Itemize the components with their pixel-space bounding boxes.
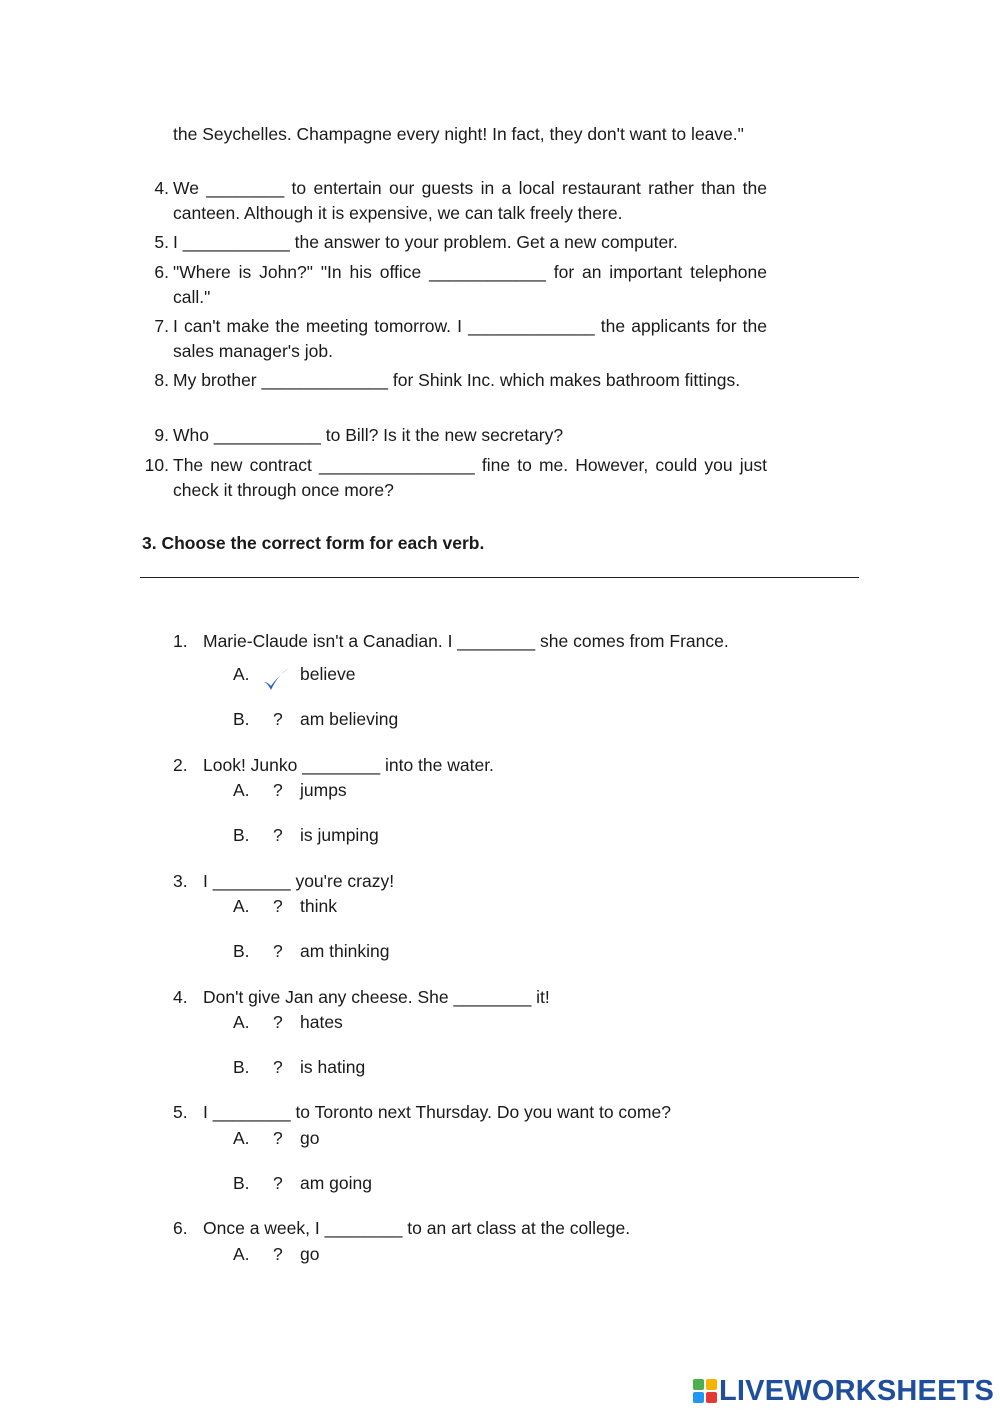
question	[173, 629, 729, 654]
item-text: Who	[173, 425, 214, 445]
continuation-text: the Seychelles. Champagne every night! In fact, they don't want to leave."	[173, 124, 744, 144]
option-letter: B.	[233, 709, 250, 729]
option-mark[interactable]: ?	[273, 1128, 283, 1148]
answer-option[interactable]	[233, 707, 398, 732]
option-letter: A.	[233, 780, 250, 800]
item-number: 10.	[144, 455, 169, 475]
option-text: am going	[300, 1173, 372, 1193]
option-mark[interactable]: ?	[273, 1012, 283, 1032]
question-number: 2.	[173, 755, 188, 775]
item-number: 9.	[154, 425, 169, 445]
item-text: for an important telephone call."	[173, 262, 767, 307]
answer-option[interactable]	[233, 823, 379, 848]
answer-blank[interactable]: ________________	[318, 455, 475, 475]
option-letter: A.	[233, 1244, 250, 1264]
answer-option[interactable]	[233, 1010, 343, 1035]
option-letter: B.	[233, 1057, 250, 1077]
question	[173, 869, 394, 894]
fill-item	[140, 230, 767, 255]
option-mark[interactable]: ?	[273, 1057, 283, 1077]
option-letter: A.	[233, 1012, 250, 1032]
question	[173, 1100, 671, 1125]
item-text: I can't make the meeting tomorrow. I	[173, 316, 469, 336]
question-text: I ________ you're crazy!	[203, 871, 395, 891]
option-mark[interactable]: ?	[273, 825, 283, 845]
option-letter: A.	[233, 896, 250, 916]
option-letter: A.	[233, 1128, 250, 1148]
answer-option[interactable]	[233, 1055, 365, 1080]
item-text: I	[173, 232, 183, 252]
option-text: hates	[300, 1012, 343, 1032]
option-text: believe	[300, 664, 356, 684]
option-text: is hating	[300, 1057, 366, 1077]
fill-item	[140, 314, 767, 363]
question	[173, 1216, 630, 1241]
answer-blank[interactable]: _____________	[261, 370, 389, 390]
question-number: 6.	[173, 1218, 188, 1238]
answer-blank[interactable]: ___________	[213, 425, 321, 445]
answer-option[interactable]	[233, 778, 347, 803]
option-mark[interactable]: ?	[273, 941, 283, 961]
item-text: for Shink Inc. which makes bathroom fittings.	[388, 370, 741, 390]
fill-item	[140, 453, 767, 502]
item-number: 7.	[154, 316, 169, 336]
divider	[140, 577, 859, 578]
answer-option[interactable]	[233, 894, 337, 919]
question-number: 3.	[173, 871, 188, 891]
item-text: The new contract	[173, 455, 319, 475]
option-letter: B.	[233, 1173, 250, 1193]
option-text: am believing	[300, 709, 399, 729]
fill-item	[140, 423, 767, 448]
question-text: Look! Junko ________ into the water.	[203, 755, 494, 775]
option-text: am thinking	[300, 941, 390, 961]
item-number: 4.	[154, 178, 169, 198]
logo-grid-icon	[693, 1379, 717, 1403]
option-mark[interactable]: ?	[273, 896, 283, 916]
question-text: Marie-Claude isn't a Canadian. I ________ she comes from France.	[203, 631, 729, 651]
answer-option[interactable]	[233, 939, 390, 964]
item-text: the applicants for the sales manager's job.	[173, 316, 767, 361]
item-text: My brother	[173, 370, 262, 390]
item-text: fine to me. However, could you just check it through once more?	[173, 455, 767, 500]
item-number: 8.	[154, 370, 169, 390]
option-mark[interactable]: ?	[273, 780, 283, 800]
question-number: 5.	[173, 1102, 188, 1122]
logo-text: LIVEWORKSHEETS	[719, 1375, 995, 1407]
item-text: We	[173, 178, 207, 198]
item-text: "Where is John?" "In his office	[173, 262, 430, 282]
answer-blank[interactable]: ________	[206, 178, 285, 198]
answer-option[interactable]	[233, 1171, 372, 1196]
question	[173, 985, 550, 1010]
item-text: to Bill? Is it the new secretary?	[320, 425, 564, 445]
question	[173, 753, 494, 778]
option-mark[interactable]: ?	[273, 709, 283, 729]
option-text: go	[300, 1128, 320, 1148]
option-text: jumps	[300, 780, 347, 800]
question-number: 1.	[173, 631, 188, 651]
answer-option[interactable]	[233, 662, 355, 687]
fill-item	[140, 260, 767, 309]
option-mark[interactable]: ?	[273, 1244, 283, 1264]
option-text: think	[300, 896, 337, 916]
answer-option[interactable]	[233, 1242, 319, 1267]
option-text: go	[300, 1244, 320, 1264]
question-number: 4.	[173, 987, 188, 1007]
question-text: Once a week, I ________ to an art class at the college.	[203, 1218, 631, 1238]
answer-blank[interactable]: ____________	[429, 262, 546, 282]
option-mark[interactable]: ?	[273, 1173, 283, 1193]
answer-blank[interactable]: _____________	[468, 316, 595, 336]
item-text: to entertain our guests in a local restaurant rather than the canteen. Although it is expensive, we can talk freely there.	[173, 178, 768, 223]
item-number: 5.	[154, 232, 169, 252]
question-text: Don't give Jan any cheese. She ________ it!	[203, 987, 550, 1007]
fill-item	[140, 368, 767, 393]
option-letter: B.	[233, 941, 250, 961]
answer-option[interactable]	[233, 1126, 319, 1151]
fill-item	[140, 176, 767, 225]
option-letter: B.	[233, 825, 250, 845]
item-number: 6.	[154, 262, 169, 282]
option-letter: A.	[233, 664, 250, 684]
section-heading: 3. Choose the correct form for each verb.	[142, 533, 485, 553]
answer-blank[interactable]: ___________	[182, 232, 290, 252]
item-text: the answer to your problem. Get a new computer.	[289, 232, 678, 252]
option-text: is jumping	[300, 825, 379, 845]
question-text: I ________ to Toronto next Thursday. Do you want to come?	[203, 1102, 671, 1122]
